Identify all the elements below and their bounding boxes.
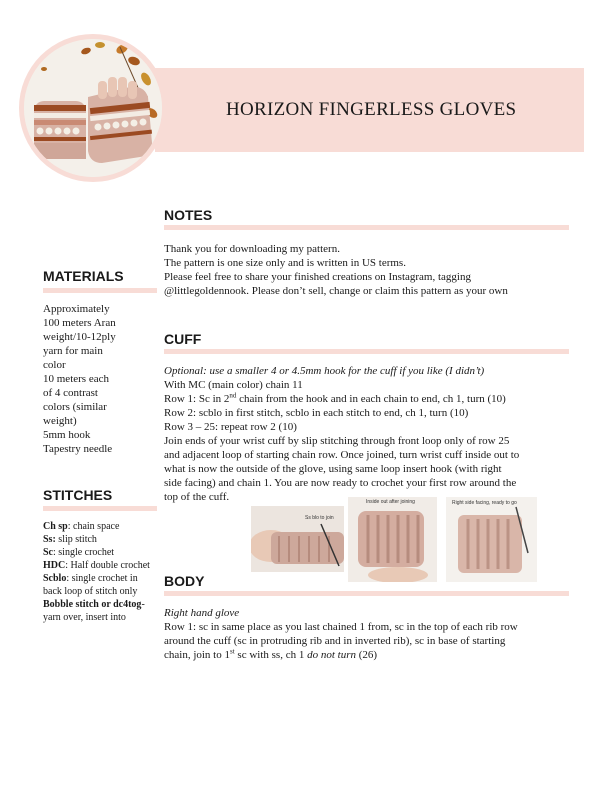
cuff-divider xyxy=(164,349,569,354)
materials-line: yarn for main xyxy=(43,345,103,357)
cuff-join-line: what is now the outside of the glove, using same loop insert hook (with right xyxy=(164,463,502,475)
left-glove xyxy=(34,101,86,159)
notes-body xyxy=(164,242,574,298)
body-row-1: Row 1: sc in same place as you last chained 1 from, sc in the top of each rib row xyxy=(164,621,518,633)
stitch-item xyxy=(43,598,158,624)
body-row-1-end: chain, join to 1st sc with ss, ch 1 do not turn (26) xyxy=(164,647,378,661)
photo-label-ss-blo: Ss blo to join xyxy=(305,515,334,521)
stitch-term: Ch sp xyxy=(43,521,68,532)
materials-list xyxy=(43,302,158,456)
cuff-row-1: Row 1: Sc in 2nd chain from the hook and in each chain to end, ch 1, turn (10) xyxy=(164,391,506,405)
photo-label-inside-out: Inside out after joining xyxy=(366,499,415,505)
notes-line: The pattern is one size only and is written in US terms. xyxy=(164,257,406,269)
notes-divider xyxy=(164,225,569,230)
stitches-heading: STITCHES xyxy=(43,487,113,503)
stitch-desc: : Half double crochet xyxy=(65,560,150,571)
cuff-row-3-25: Row 3 – 25: repeat row 2 (10) xyxy=(164,421,297,433)
stitch-desc: : chain space xyxy=(67,521,120,532)
materials-line: colors (similar xyxy=(43,401,107,413)
stitch-desc: slip stitch xyxy=(55,534,97,545)
materials-line: 10 meters each xyxy=(43,373,109,385)
cuff-mc-line: With MC (main color) chain 11 xyxy=(164,379,303,391)
materials-line: weight/10-12ply xyxy=(43,331,116,343)
materials-line: of 4 contrast xyxy=(43,387,98,399)
stitch-item xyxy=(43,559,158,572)
body-row-1-cont: around the cuff (sc in protruding rib and in inverted rib), sc in base of starting xyxy=(164,635,506,647)
notes-heading: NOTES xyxy=(164,207,213,223)
body-divider xyxy=(164,591,569,596)
photo-inside-out xyxy=(348,497,437,582)
page-title: HORIZON FINGERLESS GLOVES xyxy=(226,99,517,120)
materials-line: 5mm hook xyxy=(43,429,91,441)
stitch-item xyxy=(43,572,158,598)
materials-line: Approximately xyxy=(43,303,110,315)
cuff-heading: CUFF xyxy=(164,331,202,347)
stitch-desc: : single crochet xyxy=(53,547,115,558)
notes-line: Please feel free to share your finished creations on Instagram, tagging xyxy=(164,271,471,283)
materials-divider xyxy=(43,288,157,293)
stitch-term: Bobble stitch or dc4tog xyxy=(43,599,142,610)
cuff-join-line: Join ends of your wrist cuff by slip stitching through front loop only of row 25 xyxy=(164,435,510,447)
stitch-term: Ss: xyxy=(43,534,56,545)
stitch-item xyxy=(43,520,158,533)
materials-line: Tapestry needle xyxy=(43,443,113,455)
materials-line: weight) xyxy=(43,415,77,427)
notes-line: @littlegoldennook. Please don’t sell, change or claim this pattern as your own xyxy=(164,285,508,297)
stitch-desc: : single crochet in back loop of stitch only xyxy=(43,573,138,597)
cuff-join-line: and adjacent loop of starting chain row. Once joined, turn wrist cuff inside out to xyxy=(164,449,520,461)
notes-line: Thank you for downloading my pattern. xyxy=(164,243,340,255)
photo-right-side xyxy=(446,497,537,582)
materials-line: color xyxy=(43,359,66,371)
stitch-term: Sc xyxy=(43,547,53,558)
materials-line: 100 meters Aran xyxy=(43,317,116,329)
stitches-list xyxy=(43,520,158,624)
stitch-desc: - yarn over, insert into xyxy=(43,599,145,623)
cuff-join-line: top of the cuff. xyxy=(164,491,230,503)
cuff-body xyxy=(164,364,584,504)
header-photo xyxy=(24,39,162,177)
body-subheading: Right hand glove xyxy=(164,607,240,619)
stitch-term: HDC xyxy=(43,560,66,571)
cuff-join-line: side facing) and chain 1. You are now ready to crochet your first row around the xyxy=(164,477,517,489)
stitch-item xyxy=(43,533,158,546)
stitch-item xyxy=(43,546,158,559)
cuff-optional-note: Optional: use a smaller 4 or 4.5mm hook for the cuff if you like (I didn’t) xyxy=(164,365,485,377)
cuff-row-2: Row 2: scblo in first stitch, scblo in each stitch to end, ch 1, turn (10) xyxy=(164,407,469,419)
materials-heading: MATERIALS xyxy=(43,268,124,284)
stitches-divider xyxy=(43,506,157,511)
gloves-photo-illustration xyxy=(24,39,162,177)
photo-label-right-side: Right side facing, ready to go xyxy=(452,500,517,506)
body-text xyxy=(164,606,584,662)
stitch-term: Scblo xyxy=(43,573,67,584)
body-heading: BODY xyxy=(164,573,205,589)
